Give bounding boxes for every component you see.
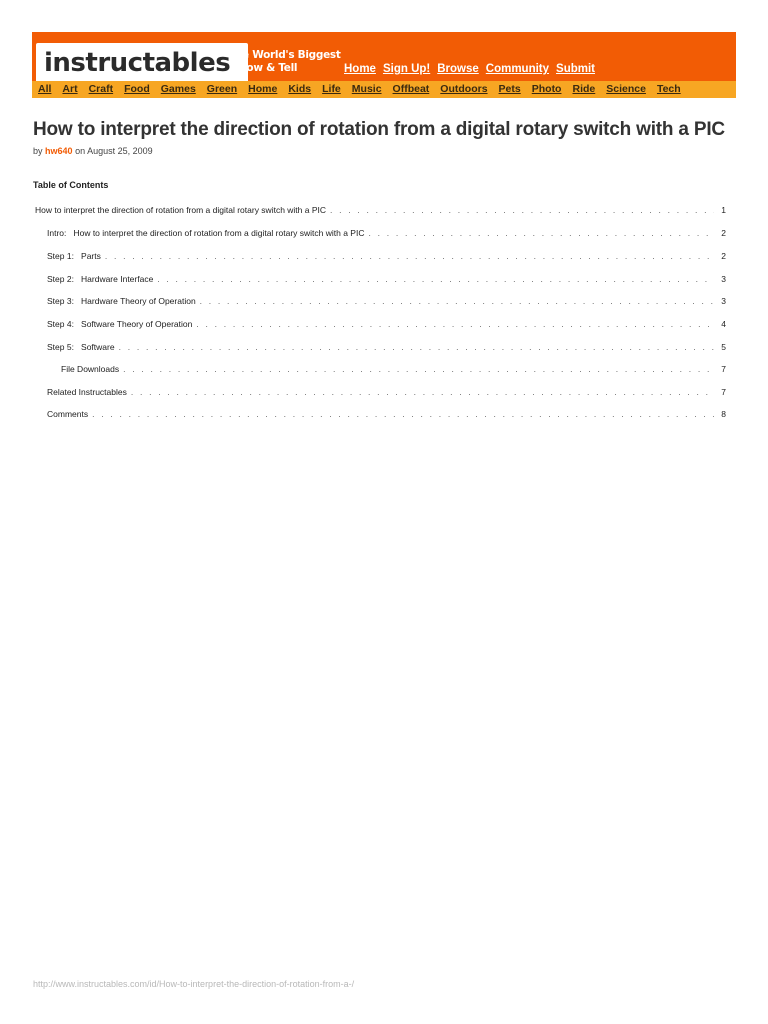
category-link-offbeat[interactable]: Offbeat — [392, 83, 430, 95]
byline-prefix: by — [33, 146, 43, 156]
toc-entry-page: 3 — [721, 296, 726, 306]
toc-entry-comments[interactable] — [47, 409, 726, 421]
category-link-home[interactable]: Home — [248, 83, 278, 95]
toc-leader-dots — [196, 319, 714, 329]
nav-home-link[interactable]: Home — [344, 63, 376, 75]
toc-entry-page: 7 — [721, 364, 726, 374]
toc-leader-dots — [123, 364, 714, 374]
nav-signup-link[interactable]: Sign Up! — [382, 63, 431, 75]
toc-entry-label: Step 3: Hardware Theory of Operation — [47, 296, 196, 306]
toc-heading: Table of Contents — [33, 180, 109, 190]
article-title: How to interpret the direction of rotation from a digital rotary switch with a PIC — [33, 119, 725, 140]
toc-entry-step-5[interactable] — [47, 342, 726, 354]
top-navigation — [344, 63, 595, 75]
tagline-line-1: The World's Biggest — [228, 49, 341, 61]
toc-entry-step-1[interactable] — [47, 251, 726, 263]
site-logo-text: instructables — [44, 48, 231, 78]
toc-entry-label: Step 1: Parts — [47, 251, 101, 261]
category-link-life[interactable]: Life — [322, 83, 341, 95]
toc-entry-page: 1 — [721, 205, 726, 215]
toc-leader-dots — [330, 205, 714, 215]
footer-url[interactable]: http://www.instructables.com/id/How-to-interpret-the-direction-of-rotation-from-a-/ — [33, 979, 355, 989]
toc-entry-page: 2 — [721, 251, 726, 261]
toc-entry-step-2[interactable] — [47, 274, 726, 286]
category-link-games[interactable]: Games — [160, 83, 196, 95]
toc-entry-label: Step 4: Software Theory of Operation — [47, 319, 193, 329]
toc-entry-step-4[interactable] — [47, 319, 726, 331]
site-logo[interactable] — [36, 43, 248, 86]
toc-entry-label: File Downloads — [61, 364, 120, 374]
category-link-all[interactable]: All — [38, 83, 52, 95]
toc-leader-dots — [368, 228, 714, 238]
nav-community-link[interactable]: Community — [485, 63, 550, 75]
toc-leader-dots — [119, 342, 714, 352]
toc-entry-label: Comments — [47, 409, 89, 419]
toc-entry-intro[interactable] — [47, 228, 726, 240]
nav-submit-link[interactable]: Submit — [556, 63, 596, 75]
nav-browse-link[interactable]: Browse — [437, 63, 479, 75]
category-link-craft[interactable]: Craft — [88, 83, 114, 95]
toc-leader-dots — [131, 387, 714, 397]
tagline-line-2: Show & Tell — [232, 62, 298, 74]
toc-entry-page: 2 — [721, 228, 726, 238]
toc-entry-step-3[interactable] — [47, 296, 726, 308]
site-header-banner — [32, 32, 736, 98]
author-link[interactable]: hw640 — [45, 146, 73, 156]
toc-entry-label: Step 5: Software — [47, 342, 115, 352]
category-link-pets[interactable]: Pets — [498, 83, 521, 95]
toc-leader-dots — [105, 251, 714, 261]
toc-leader-dots — [200, 296, 714, 306]
category-link-food[interactable]: Food — [124, 83, 150, 95]
category-link-outdoors[interactable]: Outdoors — [440, 83, 488, 95]
category-link-science[interactable]: Science — [606, 83, 646, 95]
toc-entry-label: How to interpret the direction of rotation from a digital rotary switch with a PIC — [35, 205, 327, 215]
category-link-ride[interactable]: Ride — [572, 83, 596, 95]
publish-date: on August 25, 2009 — [75, 146, 153, 156]
toc-leader-dots — [157, 274, 714, 284]
toc-entry-related[interactable] — [47, 387, 726, 399]
toc-entry-label: Step 2: Hardware Interface — [47, 274, 154, 284]
toc-entry-title[interactable] — [35, 205, 726, 217]
category-bar — [32, 81, 736, 98]
toc-leader-dots — [92, 409, 714, 419]
category-link-music[interactable]: Music — [351, 83, 382, 95]
toc-entry-label: Intro: How to interpret the direction of rotation from a digital rotary switch with a PIC — [47, 228, 365, 238]
category-link-tech[interactable]: Tech — [656, 83, 681, 95]
site-tagline — [228, 49, 341, 75]
toc-entry-page: 3 — [721, 274, 726, 284]
toc-entry-file-downloads[interactable] — [61, 364, 726, 376]
category-link-art[interactable]: Art — [62, 83, 78, 95]
toc-entry-page: 5 — [721, 342, 726, 352]
article-byline — [33, 146, 153, 156]
toc-entry-label: Related Instructables — [47, 387, 127, 397]
category-link-photo[interactable]: Photo — [531, 83, 562, 95]
category-navigation — [38, 83, 692, 95]
category-link-kids[interactable]: Kids — [288, 83, 312, 95]
toc-entry-page: 7 — [721, 387, 726, 397]
toc-entry-page: 8 — [721, 409, 726, 419]
category-link-green[interactable]: Green — [206, 83, 238, 95]
toc-entry-page: 4 — [721, 319, 726, 329]
